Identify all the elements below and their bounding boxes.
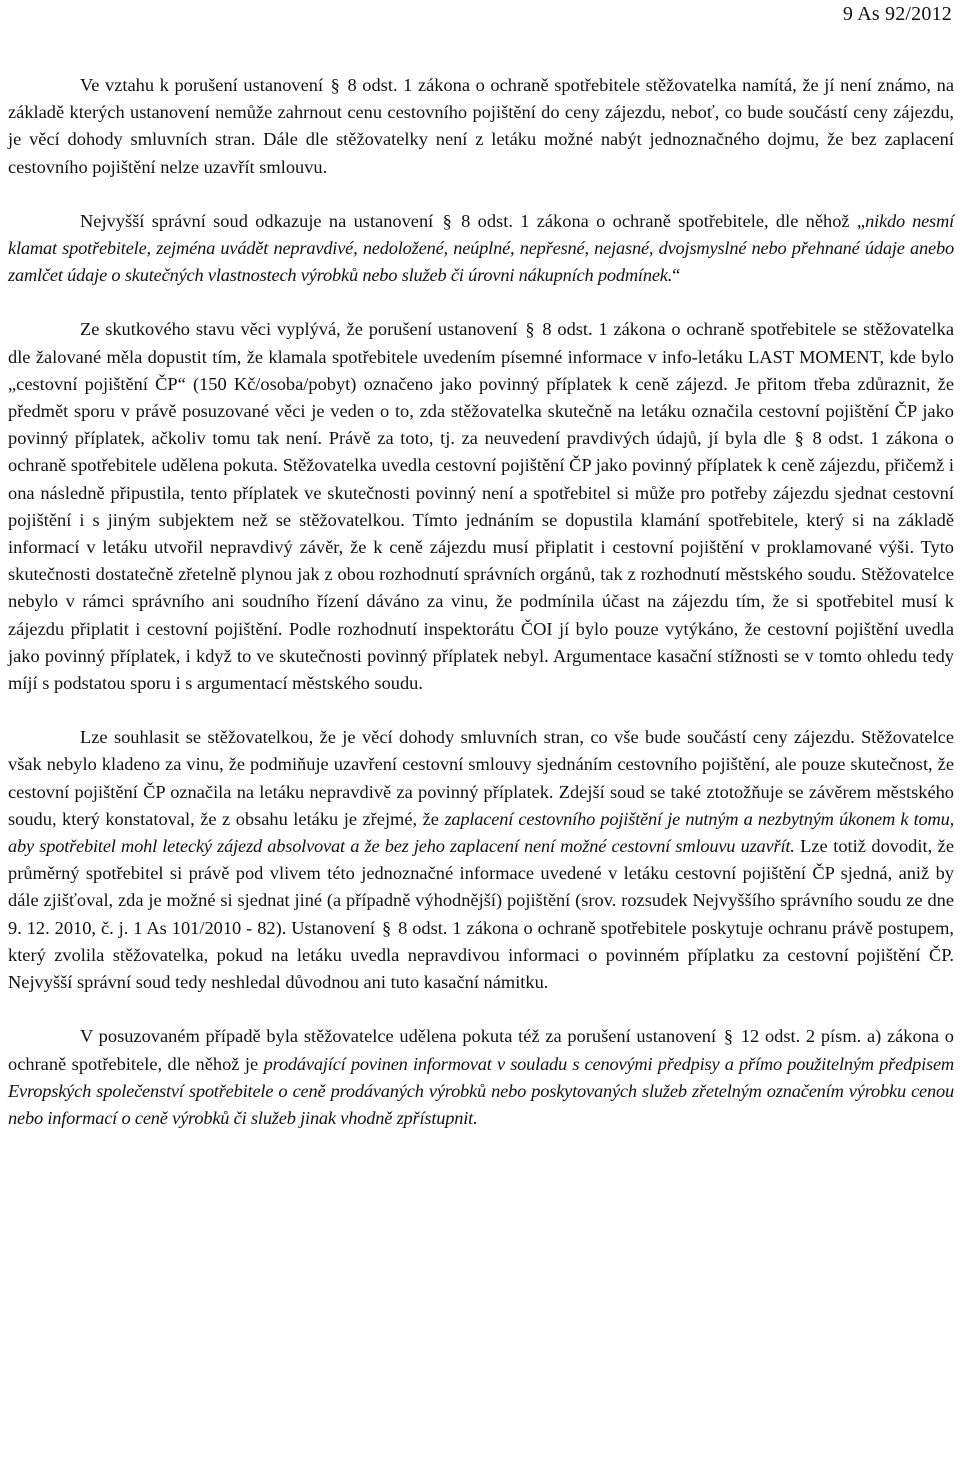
paragraph-text: 8 odst. 1 zákona o ochraně spotřebitele udělena pokuta. Stěžovatelka uvedla cestovní pojištění ČP jako povinný příplatek k ceně zájezdu, přičemž i ona následně připustila, tento příplatek ve skutečnosti povinný není a spotřebitel si může pro potřeby zájezdu sjednat cestovní pojištění i s jiným subjektem než se stěžovatelkou. Tímto jednáním se dopustila klamání spotřebitele, který si na základě informací v letáku utvořil nepravdivý závěr, že k ceně zájezdu musí připlatit i cestovní pojištění v proklamované výši. Tyto skutečnosti dostatečně zřetelně plynou jak z obou rozhodnutí správních orgánů, tak z rozhodnutí městského soudu. Stěžovatelce nebylo v rámci správního ani soudního řízení dáváno za vinu, že podmínila účast na zájezdu tím, že si spotřebitel musí k zájezdu připlatit i cestovní pojištění. Podle rozhodnutí inspektorátu ČOI jí bylo pouze vytýkáno, že cestovní pojištění uvedla jako povinný příplatek, i když to ve skutečnosti povinný příplatek nebyl. Argumentace kasační stížnosti se v tomto ohledu tedy míjí s podstatou sporu i s argumentací městského soudu. (8, 428, 954, 694)
section-sign: § (723, 1026, 734, 1047)
statute-quote: nikdo nesmí klamat spotřebitele, zejména uvádět nepravdivé, nedoložené, neúplné, nepřesné, nejasné, dvojsmyslné nebo přehnané údaje anebo zamlčet údaje o skutečných vlastnostech výrobků nebo služeb či úrovni nákupních podmínek. (8, 210, 954, 286)
paragraph-2 (8, 208, 954, 290)
paragraph-1 (8, 72, 954, 181)
paragraph-text: 8 odst. 1 zákona o ochraně spotřebitele stěžovatelka namítá, že jí není známo, na základě kterých ustanovení nemůže zahrnout cenu cestovního pojištění do ceny zájezdu, neboť, co bude součástí ceny zájezdu, je věcí dohody smluvních stran. Dále dle stěžovatelky není z letáku možné nabýt jednoznačného dojmu, že bez zaplacení cestovního pojištění nelze uzavřít smlouvu. (8, 75, 954, 177)
document-body (8, 72, 954, 1132)
paragraph-5 (8, 1023, 954, 1132)
paragraph-text: 8 odst. 1 zákona o ochraně spotřebitele, dle něhož „ (461, 210, 866, 231)
paragraph-text: 8 odst. 1 zákona o ochraně spotřebitele poskytuje ochranu právě postupem, který zvolila stěžovatelka, pokud na letáku uvedla nepravdivou informaci o povinném příplatku za cestovní pojištění ČP. Nejvyšší správní soud tedy neshledal důvodnou ani tuto kasační námitku. (8, 917, 954, 993)
section-sign: § (794, 428, 804, 449)
section-sign: § (442, 210, 452, 231)
paragraph-text: 8 odst. 1 zákona o ochraně spotřebitele se stěžovatelka dle žalované měla dopustit tím, že klamala spotřebitele uvedením písemné informace v info-letáku LAST MOMENT, kde bylo „cestovní pojištění ČP“ (150 Kč/osoba/pobyt) označeno jako povinný příplatek k ceně zájezd. Je přitom třeba zdůraznit, že předmět sporu v právě posuzované věci je veden o to, zda stěžovatelka skutečně na letáku označila cestovní pojištění ČP jako povinný příplatek, ačkoliv tomu tak není. Právě za toto, tj. za neuvedení pravdivých údajů, jí byla dle (8, 319, 954, 449)
paragraph-4 (8, 724, 954, 996)
section-sign: § (525, 319, 535, 340)
closing-quote: “ (672, 265, 681, 286)
paragraph-text: Ve vztahu k porušení ustanovení (80, 75, 324, 95)
paragraph-text: Lze totiž dovodit, že průměrný spotřebitel si právě pod vlivem této jednoznačné informace uvedené v letáku cestovní pojištění ČP sjedná, aniž by dále zjišťoval, zda je možné si sjednat jiné (a případně výhodnější) pojištění (srov. rozsudek Nejvyššího správního soudu ze dne 9. 12. 2010, č. j. 1 As 101/2010 - 82). Ustanovení (8, 836, 954, 938)
paragraph-text: Lze souhlasit se stěžovatelkou, že je věcí dohody smluvních stran, co vše bude součástí ceny zájezdu. Stěžovatelce však nebylo kladeno za vinu, že podmiňuje uzavření cestovní smlouvy sjednáním cestovního pojištění, ale pouze skutečnost, že cestovní pojištění ČP označila na letáku nepravdivě za povinný příplatek. Zdejší soud se také ztotožňuje se závěrem městského soudu, který konstatoval, že z obsahu letáku je zřejmé, že (8, 727, 954, 829)
paragraph-3 (8, 316, 954, 697)
paragraph-text: V posuzovaném případě byla stěžovatelce udělena pokuta též za porušení ustanovení (80, 1026, 717, 1047)
paragraph-text: Ze skutkového stavu věci vyplývá, že porušení ustanovení (80, 319, 518, 340)
paragraph-text: Nejvyšší správní soud odkazuje na ustanovení (80, 210, 434, 231)
court-quote: zaplacení cestovního pojištění je nutným a nezbytným úkonem k tomu, aby spotřebitel mohl letecký zájezd absolvovat a že bez jeho zaplacení není možné cestovní smlouvu uzavřít. (8, 808, 954, 857)
statute-quote: prodávající povinen informovat v souladu s cenovými předpisy a přímo použitelným předpisem Evropských společenství spotřebitele o ceně prodávaných výrobků nebo poskytovaných služeb zřetelným označením výrobku cenou nebo informací o ceně výrobků či služeb jinak vhodně zpřístupnit. (8, 1053, 954, 1128)
case-number: 9 As 92/2012 (842, 3, 952, 25)
paragraph-text: 12 odst. 2 písm. a) zákona o ochraně spotřebitele, dle něhož je (8, 1026, 954, 1074)
section-sign: § (330, 75, 340, 95)
section-sign: § (381, 917, 392, 938)
